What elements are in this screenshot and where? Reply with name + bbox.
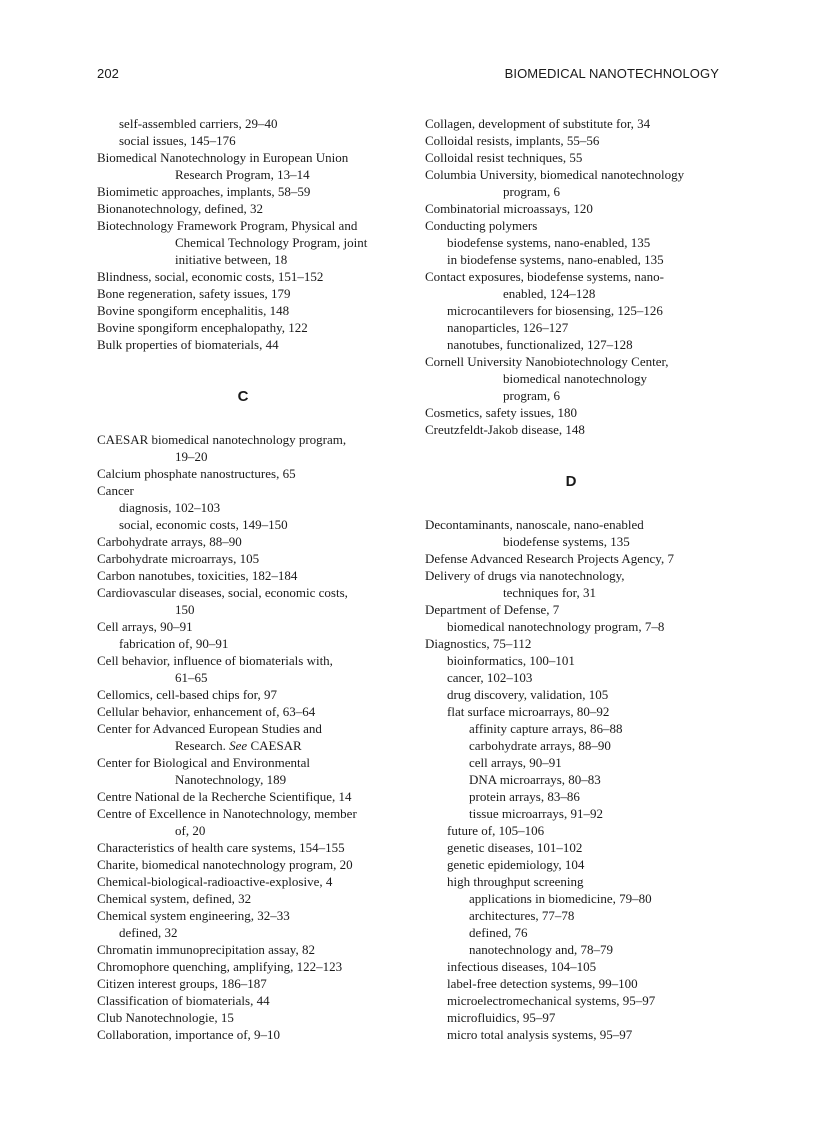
index-entry-continuation: techniques for, 31 [503,585,596,600]
index-subsubentry: nanotechnology and, 78–79 [469,942,614,957]
index-entry-continuation: program, 6 [503,388,561,403]
index-entry: Contact exposures, biodefense systems, nano- [425,269,665,284]
index-entry: Biomimetic approaches, implants, 58–59 [97,184,311,199]
index-column-right [425,115,725,1043]
index-subentry: nanotubes, functionalized, 127–128 [447,337,633,352]
index-entry: Cell behavior, influence of biomaterials with, [97,653,333,668]
index-entry-continuation: of, 20 [175,823,206,838]
index-entry: Cellular behavior, enhancement of, 63–64 [97,704,316,719]
index-entry: Chemical system engineering, 32–33 [97,908,290,923]
index-subentry: future of, 105–106 [447,823,545,838]
index-entry-continuation: Chemical Technology Program, joint [175,235,368,250]
index-entry: Cornell University Nanobiotechnology Center, [425,354,669,369]
index-entry: Characteristics of health care systems, 154–155 [97,840,345,855]
index-entry: Bovine spongiform encephalitis, 148 [97,303,290,318]
index-entry: Charite, biomedical nanotechnology program, 20 [97,857,353,872]
index-entry-continuation: biomedical nanotechnology [503,371,648,386]
index-entry: Collagen, development of substitute for, 34 [425,116,651,131]
index-subsubentry: carbohydrate arrays, 88–90 [469,738,611,753]
index-entry-continuation: Nanotechnology, 189 [175,772,287,787]
index-subentry: social issues, 145–176 [119,133,236,148]
index-entry: Conducting polymers [425,218,538,233]
index-column-left [97,115,397,1043]
section-letter-heading: C [237,388,249,405]
index-subsubentry: tissue microarrays, 91–92 [469,806,603,821]
page-header [97,66,719,84]
index-entry: Colloidal resists, implants, 55–56 [425,133,600,148]
index-subsubentry: cell arrays, 90–91 [469,755,562,770]
index-subsubentry: defined, 76 [469,925,528,940]
index-entry: Club Nanotechnologie, 15 [97,1010,234,1025]
index-subentry: microfluidics, 95–97 [447,1010,556,1025]
index-entry-continuation: program, 6 [503,184,561,199]
index-entry: Bone regeneration, safety issues, 179 [97,286,291,301]
index-subentry: infectious diseases, 104–105 [447,959,597,974]
index-subsubentry: architectures, 77–78 [469,908,575,923]
index-entry: Chemical-biological-radioactive-explosive, 4 [97,874,333,889]
index-entry-continuation: enabled, 124–128 [503,286,596,301]
index-entry: Biomedical Nanotechnology in European Union [97,150,349,165]
index-entry: Cosmetics, safety issues, 180 [425,405,578,420]
section-spacer [97,407,397,431]
section-spacer [425,438,725,472]
index-entry: Calcium phosphate nanostructures, 65 [97,466,296,481]
index-entry: Chromophore quenching, amplifying, 122–123 [97,959,343,974]
index-entry: Biotechnology Framework Program, Physical and [97,218,358,233]
section-spacer [425,492,725,516]
index-subsubentry: applications in biomedicine, 79–80 [469,891,652,906]
index-entry: Classification of biomaterials, 44 [97,993,270,1008]
index-entry: Delivery of drugs via nanotechnology, [425,568,625,583]
index-entry: Bulk properties of biomaterials, 44 [97,337,279,352]
index-subentry: genetic epidemiology, 104 [447,857,585,872]
index-subentry: fabrication of, 90–91 [119,636,229,651]
index-entry: Bovine spongiform encephalopathy, 122 [97,320,308,335]
index-subsubentry: DNA microarrays, 80–83 [469,772,601,787]
index-entry: Carbon nanotubes, toxicities, 182–184 [97,568,298,583]
index-subentry: biodefense systems, nano-enabled, 135 [447,235,651,250]
index-subsubentry: protein arrays, 83–86 [469,789,580,804]
index-entry: Diagnostics, 75–112 [425,636,532,651]
index-entry: CAESAR biomedical nanotechnology program, [97,432,347,447]
section-letter-heading: D [565,473,577,490]
index-entry-continuation: Research Program, 13–14 [175,167,310,182]
index-entry: Cardiovascular diseases, social, economic costs, [97,585,348,600]
page-number: 202 [97,66,119,81]
index-entry-continuation: 61–65 [175,670,208,685]
index-subentry: cancer, 102–103 [447,670,533,685]
index-entry: Department of Defense, 7 [425,602,560,617]
index-entry: Colloidal resist techniques, 55 [425,150,583,165]
index-entry: Chromatin immunoprecipitation assay, 82 [97,942,315,957]
index-subentry: flat surface microarrays, 80–92 [447,704,610,719]
index-entry: Blindness, social, economic costs, 151–152 [97,269,324,284]
index-entry: Collaboration, importance of, 9–10 [97,1027,281,1042]
index-entry: Centre National de la Recherche Scientifique, 14 [97,789,352,804]
index-entry: Creutzfeldt-Jakob disease, 148 [425,422,585,437]
index-entry: Carbohydrate arrays, 88–90 [97,534,242,549]
index-entry: Defense Advanced Research Projects Agency, 7 [425,551,674,566]
index-entry-continuation: 150 [175,602,195,617]
index-subentry: high throughput screening [447,874,584,889]
index-subentry: in biodefense systems, nano-enabled, 135 [447,252,664,267]
index-subentry: self-assembled carriers, 29–40 [119,116,278,131]
index-subentry: nanoparticles, 126–127 [447,320,569,335]
index-entry: Cell arrays, 90–91 [97,619,193,634]
index-entry: Combinatorial microassays, 120 [425,201,593,216]
index-subsubentry: affinity capture arrays, 86–88 [469,721,623,736]
index-entry: Columbia University, biomedical nanotechnology [425,167,685,182]
index-subentry: bioinformatics, 100–101 [447,653,575,668]
index-entry: Cellomics, cell-based chips for, 97 [97,687,277,702]
index-subentry: genetic diseases, 101–102 [447,840,583,855]
index-subentry: diagnosis, 102–103 [119,500,221,515]
running-title: BIOMEDICAL NANOTECHNOLOGY [504,66,719,81]
index-entry: Cancer [97,483,134,498]
index-entry: Carbohydrate microarrays, 105 [97,551,260,566]
index-subentry: microelectromechanical systems, 95–97 [447,993,656,1008]
index-subentry: social, economic costs, 149–150 [119,517,288,532]
index-entry-continuation: initiative between, 18 [175,252,288,267]
index-entry: Center for Biological and Environmental [97,755,310,770]
index-subentry: defined, 32 [119,925,178,940]
index-entry: Citizen interest groups, 186–187 [97,976,267,991]
index-subentry: label-free detection systems, 99–100 [447,976,638,991]
section-spacer [97,353,397,387]
index-subentry: drug discovery, validation, 105 [447,687,609,702]
index-entry: Centre of Excellence in Nanotechnology, member [97,806,357,821]
index-entry-continuation: biodefense systems, 135 [503,534,630,549]
index-entry: Center for Advanced European Studies and [97,721,322,736]
index-entry: Decontaminants, nanoscale, nano-enabled [425,517,644,532]
index-entry: Bionanotechnology, defined, 32 [97,201,263,216]
index-entry: Chemical system, defined, 32 [97,891,252,906]
index-entry-continuation: 19–20 [175,449,208,464]
index-subentry: microcantilevers for biosensing, 125–126 [447,303,663,318]
index-subentry: micro total analysis systems, 95–97 [447,1027,633,1042]
index-entry-continuation: Research. See CAESAR [175,738,302,753]
index-subentry: biomedical nanotechnology program, 7–8 [447,619,665,634]
